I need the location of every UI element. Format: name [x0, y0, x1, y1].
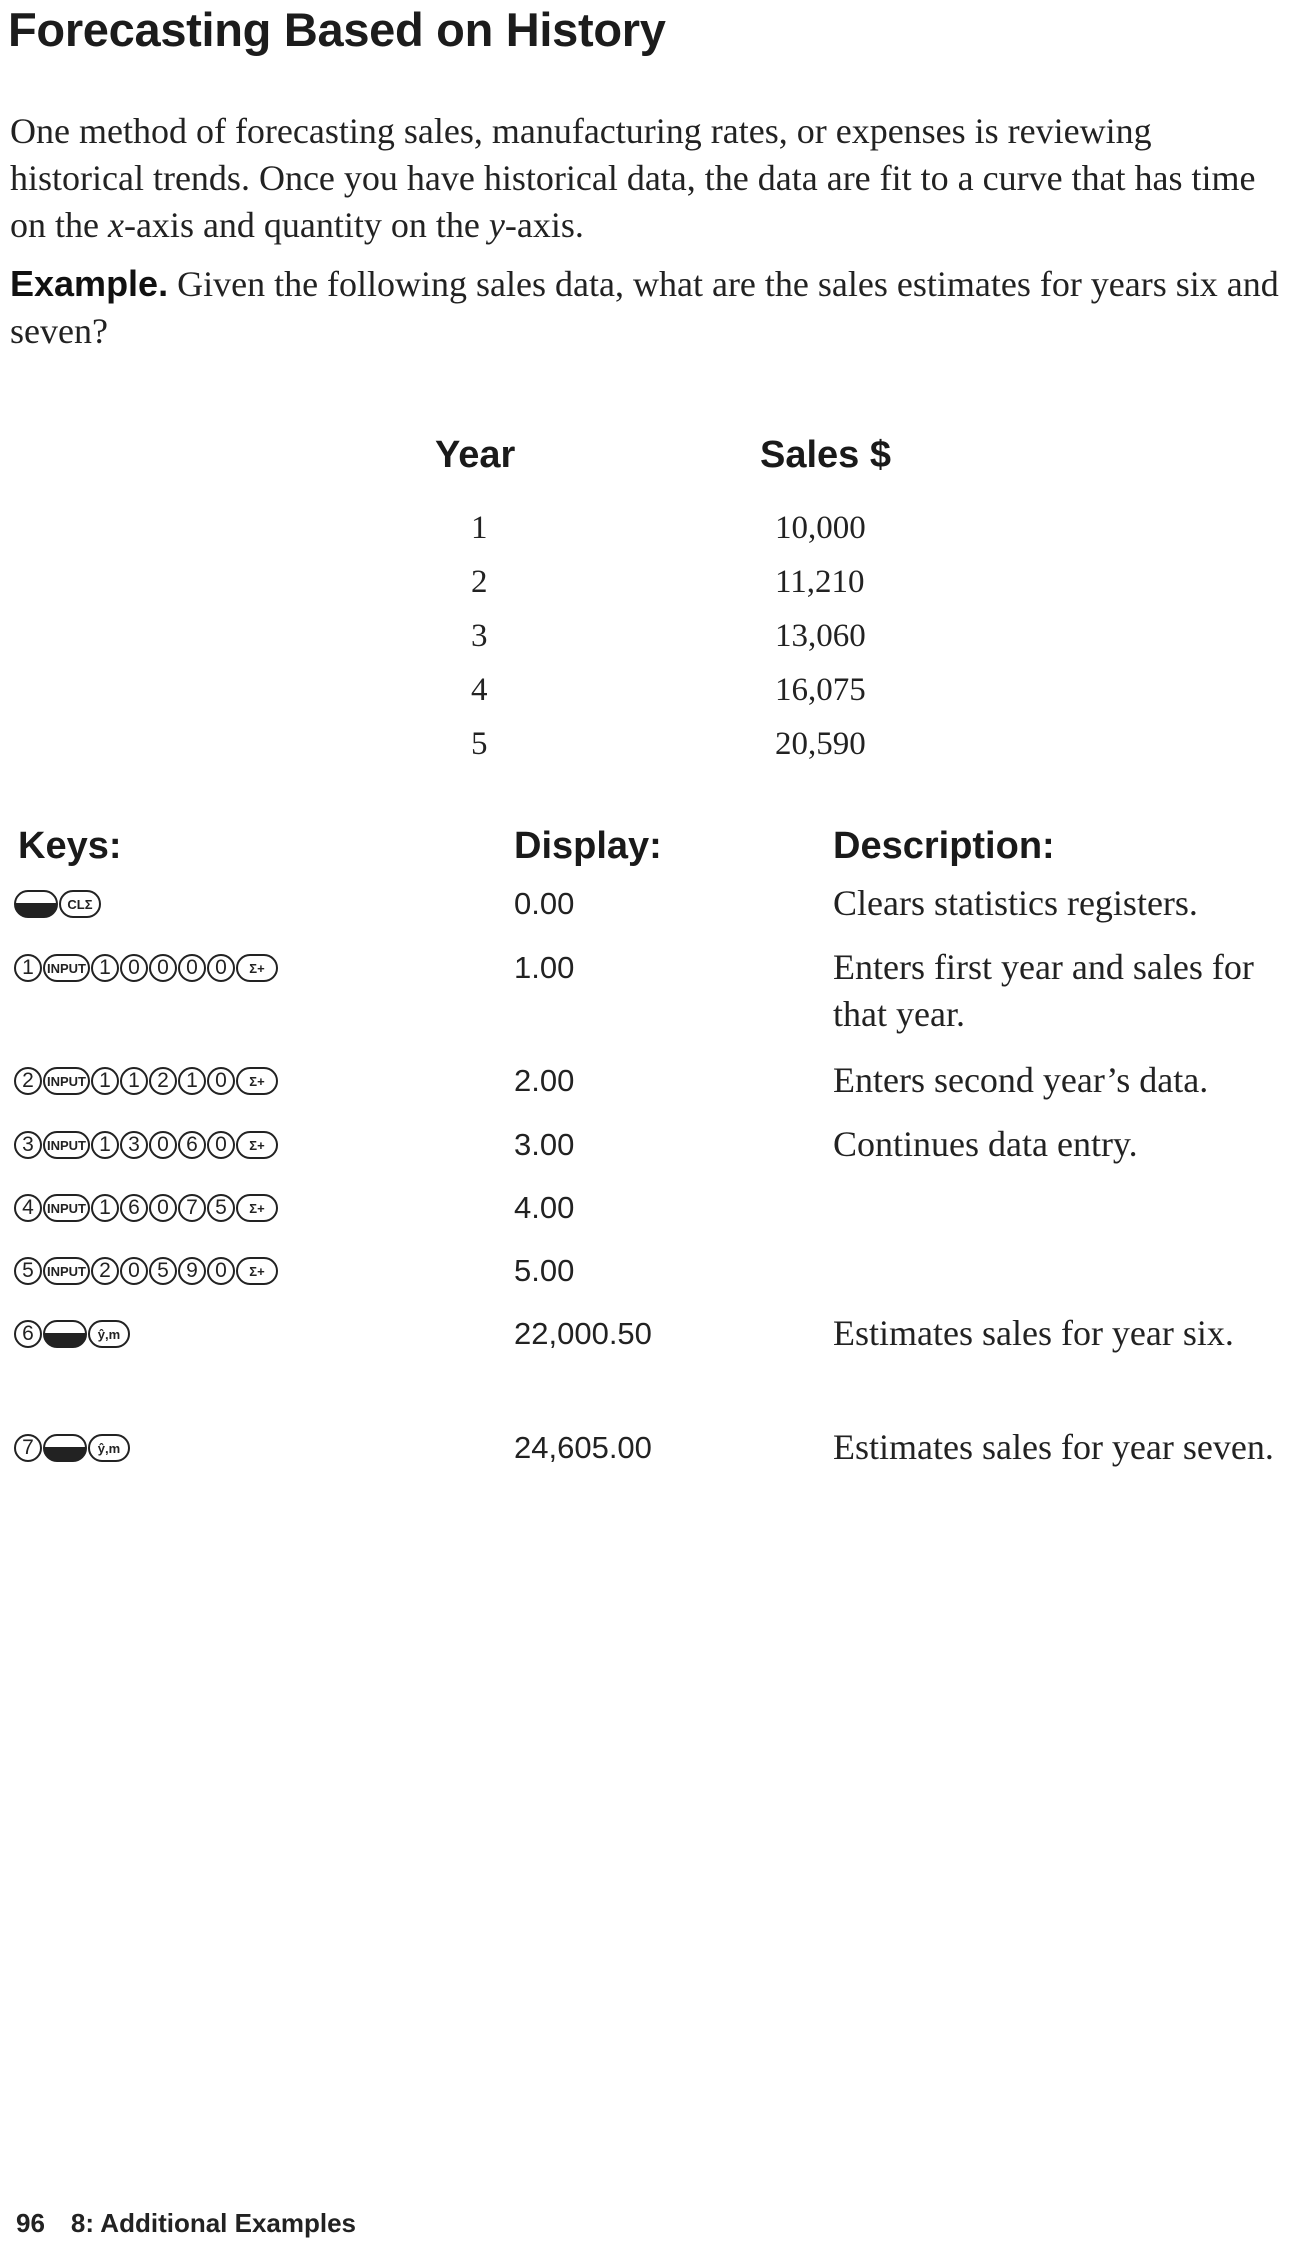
display-value: 24,605.00 [514, 1430, 652, 1465]
calculator-key-icon: Σ+ [236, 1067, 278, 1095]
calculator-key-icon: 0 [149, 1194, 177, 1222]
calculator-key-icon: INPUT [43, 1194, 90, 1222]
shift-key-icon [43, 1320, 87, 1348]
key-sequence [14, 1257, 278, 1285]
description-text: Estimates sales for year six. [833, 1313, 1234, 1353]
calculator-key-icon: 6 [178, 1131, 206, 1159]
calculator-key-icon: 5 [207, 1194, 235, 1222]
sales-table-year-cell: 1 [471, 510, 488, 546]
calculator-key-icon: 0 [149, 1131, 177, 1159]
calculator-key-icon: 1 [91, 1067, 119, 1095]
sales-table-year-cell: 5 [471, 726, 488, 762]
calculator-key-icon: 0 [207, 954, 235, 982]
intro-x: x [107, 205, 124, 245]
key-sequence [14, 890, 101, 918]
calculator-key-icon: 0 [207, 1067, 235, 1095]
calculator-key-icon: 9 [178, 1257, 206, 1285]
display-value: 22,000.50 [514, 1316, 652, 1351]
description-text: Estimates sales for year seven. [833, 1427, 1274, 1467]
intro-text-3: -axis. [504, 205, 584, 245]
calculator-key-icon: 1 [120, 1067, 148, 1095]
sales-table-year-cell: 2 [471, 564, 488, 600]
calculator-key-icon: 0 [149, 954, 177, 982]
intro-y: y [488, 205, 505, 245]
calculator-key-icon: 3 [120, 1131, 148, 1159]
key-sequence [14, 1434, 130, 1462]
calculator-key-icon: INPUT [43, 1131, 90, 1159]
column-header-sales: Sales $ [760, 434, 891, 476]
display-header: Display: [514, 825, 662, 867]
intro-paragraph [10, 108, 1290, 249]
display-value: 2.00 [514, 1063, 575, 1098]
calculator-key-icon: 2 [91, 1257, 119, 1285]
calculator-key-icon: 4 [14, 1194, 42, 1222]
calculator-key-icon: 3 [14, 1131, 42, 1159]
example-label: Example. [10, 263, 169, 304]
calculator-key-icon: 1 [91, 1131, 119, 1159]
calculator-key-icon: 1 [91, 1194, 119, 1222]
calculator-key-icon: 5 [14, 1257, 42, 1285]
intro-text-1: One method of forecasting sales, manufacturing rates, or expenses is reviewing historical trends. Once you have historical data, the data are fit to a curve that has time on the [10, 111, 1256, 245]
calculator-key-icon: 1 [91, 954, 119, 982]
example-text: Given the following sales data, what are the sales estimates for years six and seven? [10, 264, 1279, 351]
calculator-key-icon: Σ+ [236, 1194, 278, 1222]
key-sequence [14, 1131, 278, 1159]
page-number: 96 [16, 2208, 45, 2238]
calculator-key-icon: INPUT [43, 1257, 90, 1285]
display-value: 1.00 [514, 950, 575, 985]
calculator-key-icon: 0 [120, 954, 148, 982]
description-header: Description: [833, 825, 1055, 867]
calculator-key-icon: ŷ,m [88, 1320, 130, 1348]
sales-table-sales-cell: 16,075 [775, 672, 866, 708]
description-text: Continues data entry. [833, 1124, 1138, 1164]
sales-table-sales-cell: 20,590 [775, 726, 866, 762]
example-paragraph [10, 260, 1290, 355]
calculator-key-icon: INPUT [43, 1067, 90, 1095]
description-text: Clears statistics registers. [833, 883, 1198, 923]
key-sequence [14, 954, 278, 982]
calculator-key-icon: 0 [178, 954, 206, 982]
display-value: 5.00 [514, 1253, 575, 1288]
calculator-key-icon: Σ+ [236, 1257, 278, 1285]
sales-table-year-cell: 4 [471, 672, 488, 708]
page-footer [16, 2208, 356, 2239]
calculator-key-icon: 2 [14, 1067, 42, 1095]
calculator-key-icon: 1 [14, 954, 42, 982]
sales-table-sales-cell: 10,000 [775, 510, 866, 546]
keys-header: Keys: [18, 825, 122, 867]
shift-key-icon [14, 890, 58, 918]
chapter-title: 8: Additional Examples [70, 2208, 357, 2238]
calculator-key-icon: 7 [178, 1194, 206, 1222]
calculator-key-icon: 6 [14, 1320, 42, 1348]
description-text: Enters second year’s data. [833, 1060, 1209, 1100]
column-header-year: Year [435, 434, 516, 476]
calculator-key-icon: Σ+ [236, 954, 278, 982]
sales-table-sales-cell: 13,060 [775, 618, 866, 654]
calculator-key-icon: 1 [178, 1067, 206, 1095]
display-value: 0.00 [514, 886, 575, 921]
key-sequence [14, 1067, 278, 1095]
sales-table-sales-cell: 11,210 [775, 564, 865, 600]
calculator-key-icon: 6 [120, 1194, 148, 1222]
calculator-key-icon: 2 [149, 1067, 177, 1095]
key-sequence [14, 1320, 130, 1348]
shift-key-icon [43, 1434, 87, 1462]
calculator-key-icon: ŷ,m [88, 1434, 130, 1462]
calculator-key-icon: Σ+ [236, 1131, 278, 1159]
calculator-key-icon: 0 [207, 1257, 235, 1285]
sales-table-year-cell: 3 [471, 618, 488, 654]
display-value: 4.00 [514, 1190, 575, 1225]
intro-text-2: -axis and quantity on the [123, 205, 489, 245]
description-text: Enters first year and sales for that year. [833, 947, 1254, 1034]
display-value: 3.00 [514, 1127, 575, 1162]
calculator-key-icon: INPUT [43, 954, 90, 982]
calculator-key-icon: 5 [149, 1257, 177, 1285]
key-sequence [14, 1194, 278, 1222]
calculator-key-icon: 0 [120, 1257, 148, 1285]
page-title: Forecasting Based on History [8, 3, 666, 56]
calculator-key-icon: CLΣ [59, 890, 101, 918]
calculator-key-icon: 0 [207, 1131, 235, 1159]
calculator-key-icon: 7 [14, 1434, 42, 1462]
